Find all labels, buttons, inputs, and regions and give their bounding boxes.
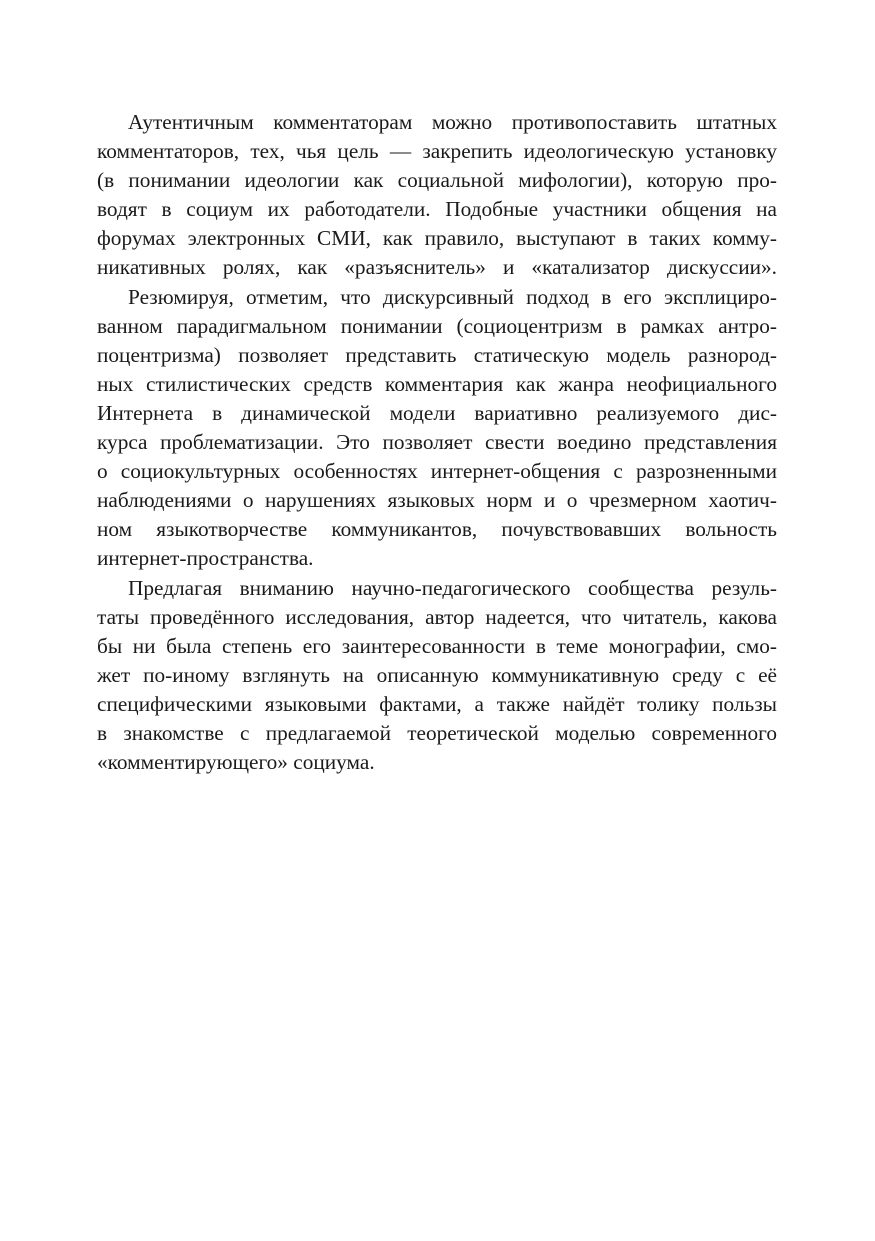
body-text bbox=[97, 108, 777, 777]
text-line: ном языкотворчестве коммуникантов, почувствовавших вольность bbox=[97, 517, 777, 542]
text-line: курса проблематизации. Это позволяет свести воедино представления bbox=[97, 430, 777, 455]
paragraph-1 bbox=[97, 108, 777, 283]
text-line: бы ни была степень его заинтересованности в теме монографии, смо- bbox=[97, 633, 777, 658]
text-line: интернет-пространства. bbox=[97, 546, 314, 571]
text-line: ных стилистических средств комментария как жанра неофициального bbox=[97, 371, 777, 396]
paragraph-3 bbox=[97, 574, 777, 778]
text-line: специфическими языковыми фактами, а также найдёт толику пользы bbox=[97, 691, 777, 716]
paragraph-2 bbox=[97, 283, 777, 574]
text-line: «комментирующего» социума. bbox=[97, 750, 375, 775]
text-line: жет по-иному взглянуть на описанную коммуникативную среду с её bbox=[97, 662, 777, 687]
text-line: Резюмируя, отметим, что дискурсивный подход в его эксплициро- bbox=[128, 284, 777, 309]
text-line: наблюдениями о нарушениях языковых норм и о чрезмерном хаотич- bbox=[97, 488, 777, 513]
text-line: о социокультурных особенностях интернет-общения с разрозненными bbox=[97, 459, 777, 484]
text-line: форумах электронных СМИ, как правило, выступают в таких комму- bbox=[97, 226, 777, 251]
text-line: Предлагая вниманию научно-педагогического сообщества резуль- bbox=[128, 575, 777, 600]
text-line: поцентризма) позволяет представить статическую модель разнород- bbox=[97, 342, 777, 367]
text-line: (в понимании идеологии как социальной мифологии), которую про- bbox=[97, 168, 777, 193]
text-line: в знакомстве с предлагаемой теоретической моделью современного bbox=[97, 720, 777, 745]
text-line: комментаторов, тех, чья цель — закрепить идеологическую установку bbox=[97, 139, 777, 164]
text-line: таты проведённого исследования, автор надеется, что читатель, какова bbox=[97, 604, 777, 629]
text-line: Интернета в динамической модели вариативно реализуемого дис- bbox=[97, 400, 777, 425]
text-line: никативных ролях, как «разъяснитель» и «катализатор дискуссии». bbox=[97, 255, 777, 280]
text-line: Аутентичным комментаторам можно противопоставить штатных bbox=[128, 110, 777, 134]
text-line: водят в социум их работодатели. Подобные участники общения на bbox=[97, 197, 777, 222]
text-line: ванном парадигмальном понимании (социоцентризм в рамках антро- bbox=[97, 313, 777, 338]
